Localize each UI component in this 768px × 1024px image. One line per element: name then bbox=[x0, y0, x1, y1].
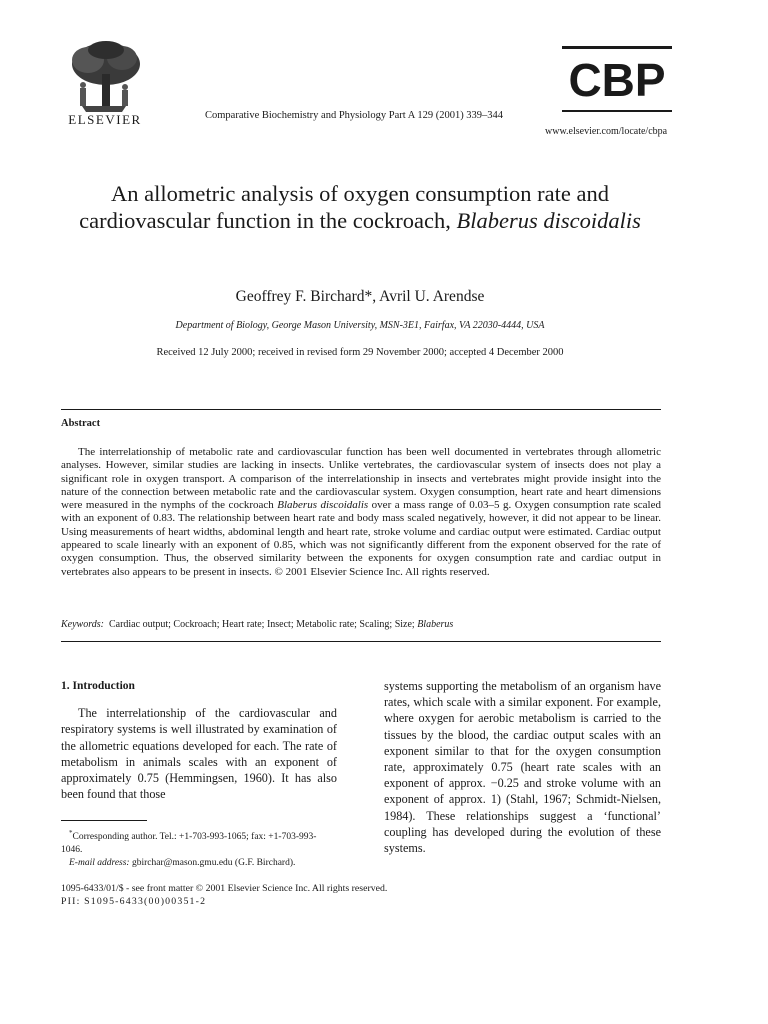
article-title-species: Blaberus discoidalis bbox=[456, 208, 641, 233]
section-heading-introduction: 1. Introduction bbox=[61, 680, 135, 692]
abstract-species: Blaberus discoidalis bbox=[277, 499, 369, 512]
abstract-text-part1: The interrelationship of metabolic rate and cardiovascular function has been well documented in vertebrates through allometric analyses. However, similar studies are lacking in insects. Unlike vertebrates, the cardiovascular system of insects does not play a significant role in oxygen transport. A comparison of the interrelationship in insects and vertebrates might provide insight into the nature of the connection between metabolic rate and the cardiovascular system. Oxygen consumption, heart rate and heart dimensions were measured in the nymphs of the cockroach bbox=[61, 446, 661, 512]
keywords bbox=[61, 619, 661, 630]
abstract-text-part2: over a mass range of 0.03–5 g. Oxygen consumption rate scaled with an exponent of 0.83. The relationship between heart rate and body mass scaled negatively, however, it did not appear to be linear. Using measurements of heart widths, abdominal length and heart rate, stroke volume and cardiac output were estimated. Cardiac output appeared to scale linearly with an exponent of 0.85, which was not significantly different from the exponent observed for the rate of oxygen consumption. Thus, the observed similarity between the exponents for oxygen consumption rate and cardiac output in vertebrates also appears to be present in insects. © 2001 Elsevier Science Inc. All rights reserved. bbox=[61, 499, 661, 578]
article-title bbox=[60, 180, 660, 234]
article-authors: Geoffrey F. Birchard*, Avril U. Arendse bbox=[235, 288, 485, 305]
front-matter-info bbox=[61, 882, 661, 908]
keywords-last: Blaberus bbox=[417, 619, 454, 630]
pii-line: PII: S1095-6433(00)00351-2 bbox=[61, 896, 207, 907]
right-column bbox=[384, 678, 661, 856]
corresponding-author-note: *Corresponding author. Tel.: +1-703-993-1065; fax: +1-703-993-1046. bbox=[61, 829, 317, 856]
email-label: E-mail address: bbox=[69, 858, 130, 869]
intro-paragraph-left: The interrelationship of the cardiovascular and respiratory systems is well illustrated by examination of the allometric equations developed for each. The rate of metabolism in animals scales with an exponent of approximately 0.75 (Hemmingsen, 1960). It has also been found that those bbox=[61, 706, 337, 802]
journal-logo-bottom-rule bbox=[562, 110, 672, 112]
left-column bbox=[61, 678, 337, 802]
keywords-list: Cardiac output; Cockroach; Heart rate; Insect; Metabolic rate; Scaling; Size; bbox=[108, 619, 418, 630]
abstract-top-rule bbox=[61, 409, 661, 410]
journal-citation: Comparative Biochemistry and Physiology Part A 129 (2001) 339–344 bbox=[205, 110, 504, 121]
article-title-main: An allometric analysis of oxygen consumption rate and cardiovascular function in the cockroach, bbox=[79, 181, 609, 233]
footnote bbox=[61, 827, 337, 870]
journal-abbreviation-logo: CBP bbox=[568, 54, 666, 106]
journal-url[interactable]: www.elsevier.com/locate/cbpa bbox=[545, 126, 668, 137]
intro-paragraph-right: systems supporting the metabolism of an organism have rates, which scale with a similar exponent. For example, where oxygen for aerobic metabolism is carried to the tissues by the blood, the cardiac output scales with an exponent similar to that for the oxygen consumption rate, approximately 0.75 (heart rate scales with an exponent of approx. −0.25 and stroke volume with an exponent of approx. 1) (Stahl, 1967; Schmidt-Nielsen, 1984). These relationships suggest a ‘functional’ coupling has developed during the evolution of these systems. bbox=[384, 679, 661, 856]
received-dates: Received 12 July 2000; received in revised form 29 November 2000; accepted 4 December 2000 bbox=[156, 347, 564, 358]
publisher-name: ELSEVIER bbox=[68, 112, 142, 127]
keywords-label: Keywords: bbox=[61, 619, 104, 630]
copyright-line: 1095-6433/01/$ - see front matter © 2001 Elsevier Science Inc. All rights reserved. bbox=[61, 883, 388, 894]
abstract-bottom-rule bbox=[61, 641, 661, 642]
journal-logo-top-rule bbox=[562, 46, 672, 49]
abstract-heading: Abstract bbox=[61, 418, 101, 429]
email-note bbox=[61, 857, 337, 870]
email-address[interactable]: gbirchar@mason.gmu.edu (G.F. Birchard). bbox=[129, 858, 296, 869]
footnote-rule bbox=[61, 820, 147, 821]
abstract-text bbox=[61, 446, 661, 579]
author-affiliation: Department of Biology, George Mason University, MSN-3E1, Fairfax, VA 22030-4444, USA bbox=[175, 320, 545, 331]
